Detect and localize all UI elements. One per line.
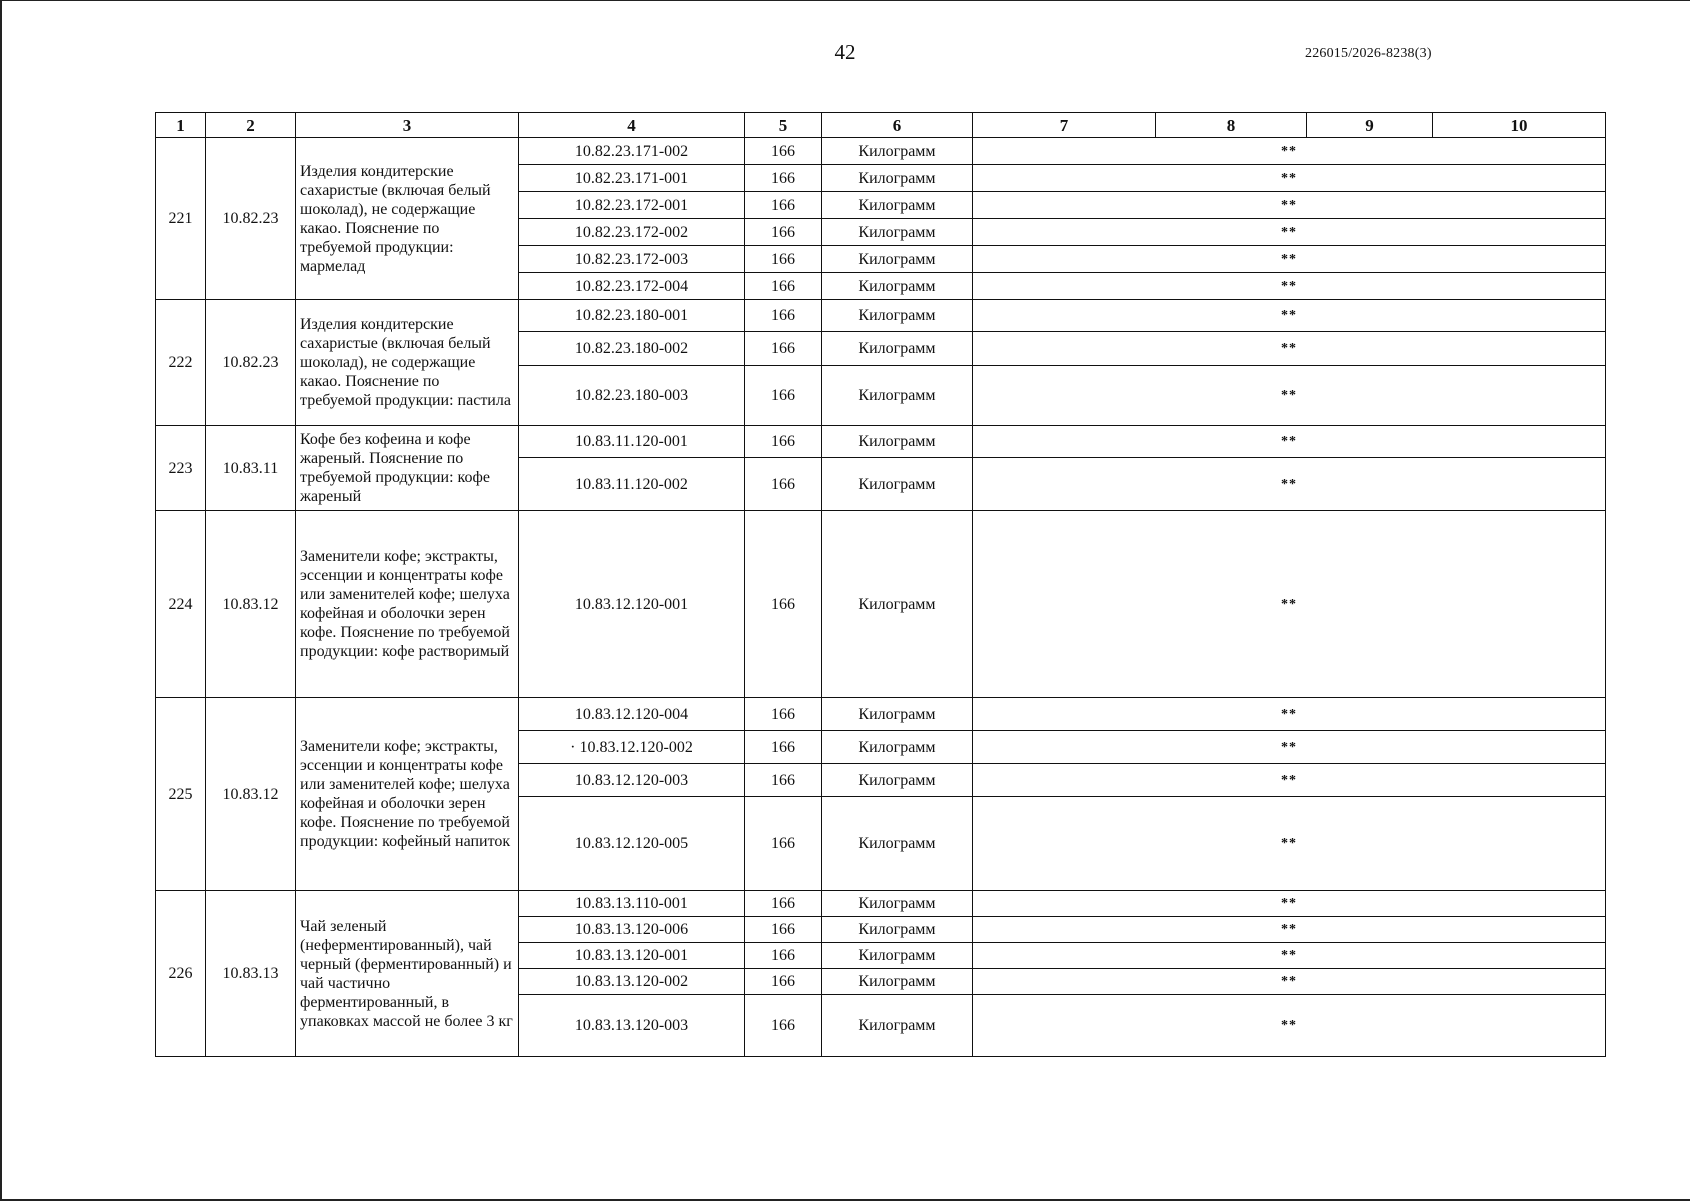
ktru-code: 10.83.12.120-001: [519, 511, 745, 698]
col-header-8: 8: [1156, 113, 1307, 138]
unit-code: 166: [745, 366, 822, 426]
unit-code: 166: [745, 458, 822, 511]
ktru-code: 10.83.13.120-003: [519, 995, 745, 1057]
unit-name: Килограмм: [822, 366, 973, 426]
row-number: 226: [156, 891, 206, 1057]
ktru-code: 10.82.23.180-001: [519, 300, 745, 332]
price-cell: **: [973, 366, 1606, 426]
ktru-code: 10.83.11.120-001: [519, 426, 745, 458]
price-cell: **: [973, 332, 1606, 366]
col-header-2: 2: [206, 113, 296, 138]
col-header-3: 3: [296, 113, 519, 138]
row-number: 222: [156, 300, 206, 426]
price-cell: **: [973, 511, 1606, 698]
row-number: 221: [156, 138, 206, 300]
table-row: [156, 511, 1606, 698]
row-number: 225: [156, 698, 206, 891]
price-cell: **: [973, 969, 1606, 995]
unit-name: Килограмм: [822, 332, 973, 366]
row-number: 224: [156, 511, 206, 698]
unit-name: Килограмм: [822, 995, 973, 1057]
unit-code: 166: [745, 332, 822, 366]
unit-code: 166: [745, 300, 822, 332]
col-header-6: 6: [822, 113, 973, 138]
unit-code: 166: [745, 426, 822, 458]
price-cell: **: [973, 300, 1606, 332]
ktru-code: 10.82.23.172-003: [519, 246, 745, 273]
price-cell: **: [973, 426, 1606, 458]
col-header-10: 10: [1433, 113, 1606, 138]
ktru-code: 10.83.12.120-003: [519, 764, 745, 797]
unit-name: Килограмм: [822, 165, 973, 192]
price-cell: **: [973, 219, 1606, 246]
unit-code: 166: [745, 995, 822, 1057]
unit-name: Килограмм: [822, 300, 973, 332]
unit-code: 166: [745, 511, 822, 698]
ktru-code: 10.82.23.180-003: [519, 366, 745, 426]
ktru-code: 10.82.23.172-001: [519, 192, 745, 219]
price-cell: **: [973, 917, 1606, 943]
row-number: 223: [156, 426, 206, 511]
table-row: [156, 138, 1606, 165]
unit-name: Килограмм: [822, 246, 973, 273]
unit-code: 166: [745, 731, 822, 764]
col-header-7: 7: [973, 113, 1156, 138]
ktru-code: 10.83.11.120-002: [519, 458, 745, 511]
ktru-code: 10.83.13.120-002: [519, 969, 745, 995]
price-cell: **: [973, 458, 1606, 511]
price-cell: **: [973, 138, 1606, 165]
document-reference: 226015/2026-8238(3): [1305, 46, 1432, 61]
item-description: Кофе без кофеина и кофе жареный. Пояснение по требуемой продукции: кофе жареный: [296, 426, 519, 511]
price-cell: **: [973, 698, 1606, 731]
col-header-1: 1: [156, 113, 206, 138]
header-row: [156, 113, 1606, 138]
unit-code: 166: [745, 917, 822, 943]
item-description: Изделия кондитерские сахаристые (включая белый шоколад), не содержащие какао. Пояснение по требуемой продукции: мармелад: [296, 138, 519, 300]
price-cell: **: [973, 246, 1606, 273]
item-description: Заменители кофе; экстракты, эссенции и концентраты кофе или заменителей кофе; шелуха кофейная и оболочки зерен кофе. Пояснение по требуемой продукции: кофейный напиток: [296, 698, 519, 891]
unit-name: Килограмм: [822, 219, 973, 246]
ktru-code: 10.83.13.120-006: [519, 917, 745, 943]
ktru-code: 10.82.23.171-001: [519, 165, 745, 192]
unit-name: Килограмм: [822, 458, 973, 511]
unit-code: 166: [745, 165, 822, 192]
ktru-code: 10.83.12.120-005: [519, 797, 745, 891]
price-cell: **: [973, 165, 1606, 192]
table-row: [156, 698, 1606, 731]
ktru-code: 10.82.23.180-002: [519, 332, 745, 366]
price-cell: **: [973, 731, 1606, 764]
unit-code: 166: [745, 891, 822, 917]
price-cell: **: [973, 797, 1606, 891]
unit-name: Килограмм: [822, 192, 973, 219]
unit-name: Килограмм: [822, 917, 973, 943]
col-header-4: 4: [519, 113, 745, 138]
unit-name: Килограмм: [822, 797, 973, 891]
unit-code: 166: [745, 943, 822, 969]
price-cell: **: [973, 192, 1606, 219]
unit-name: Килограмм: [822, 273, 973, 300]
col-header-5: 5: [745, 113, 822, 138]
unit-code: 166: [745, 698, 822, 731]
unit-name: Килограмм: [822, 943, 973, 969]
unit-name: Килограмм: [822, 969, 973, 995]
okpd-code: 10.83.13: [206, 891, 296, 1057]
table-row: [156, 300, 1606, 332]
unit-code: 166: [745, 797, 822, 891]
okpd-code: 10.83.11: [206, 426, 296, 511]
okpd-code: 10.82.23: [206, 138, 296, 300]
ktru-code: 10.82.23.172-002: [519, 219, 745, 246]
price-cell: **: [973, 995, 1606, 1057]
item-description: Изделия кондитерские сахаристые (включая белый шоколад), не содержащие какао. Пояснение по требуемой продукции: пастила: [296, 300, 519, 426]
ktru-code: 10.83.13.120-001: [519, 943, 745, 969]
page-number: 42: [834, 40, 856, 64]
item-description: Заменители кофе; экстракты, эссенции и концентраты кофе или заменителей кофе; шелуха кофейная и оболочки зерен кофе. Пояснение по требуемой продукции: кофе растворимый: [296, 511, 519, 698]
unit-code: 166: [745, 273, 822, 300]
price-cell: **: [973, 764, 1606, 797]
unit-code: 166: [745, 219, 822, 246]
okpd-code: 10.83.12: [206, 511, 296, 698]
table-row: [156, 891, 1606, 917]
unit-name: Килограмм: [822, 891, 973, 917]
price-cell: **: [973, 891, 1606, 917]
price-cell: **: [973, 273, 1606, 300]
unit-code: 166: [745, 192, 822, 219]
ktru-code: 10.83.13.110-001: [519, 891, 745, 917]
price-cell: **: [973, 943, 1606, 969]
table-row: [156, 426, 1606, 458]
unit-code: 166: [745, 764, 822, 797]
ktru-code: 10.82.23.171-002: [519, 138, 745, 165]
unit-name: Килограмм: [822, 426, 973, 458]
item-description: Чай зеленый (неферментированный), чай черный (ферментированный) и чай частично ферментированный, в упаковках массой не более 3 кг: [296, 891, 519, 1057]
okpd-code: 10.83.12: [206, 698, 296, 891]
col-header-9: 9: [1307, 113, 1433, 138]
procurement-table: [155, 112, 1606, 1057]
ktru-code: 10.83.12.120-004: [519, 698, 745, 731]
unit-name: Килограмм: [822, 698, 973, 731]
unit-name: Килограмм: [822, 511, 973, 698]
unit-code: 166: [745, 138, 822, 165]
unit-code: 166: [745, 969, 822, 995]
okpd-code: 10.82.23: [206, 300, 296, 426]
ktru-code: 10.82.23.172-004: [519, 273, 745, 300]
unit-name: Килограмм: [822, 138, 973, 165]
unit-name: Килограмм: [822, 731, 973, 764]
unit-code: 166: [745, 246, 822, 273]
unit-name: Килограмм: [822, 764, 973, 797]
ktru-code: · 10.83.12.120-002: [519, 731, 745, 764]
